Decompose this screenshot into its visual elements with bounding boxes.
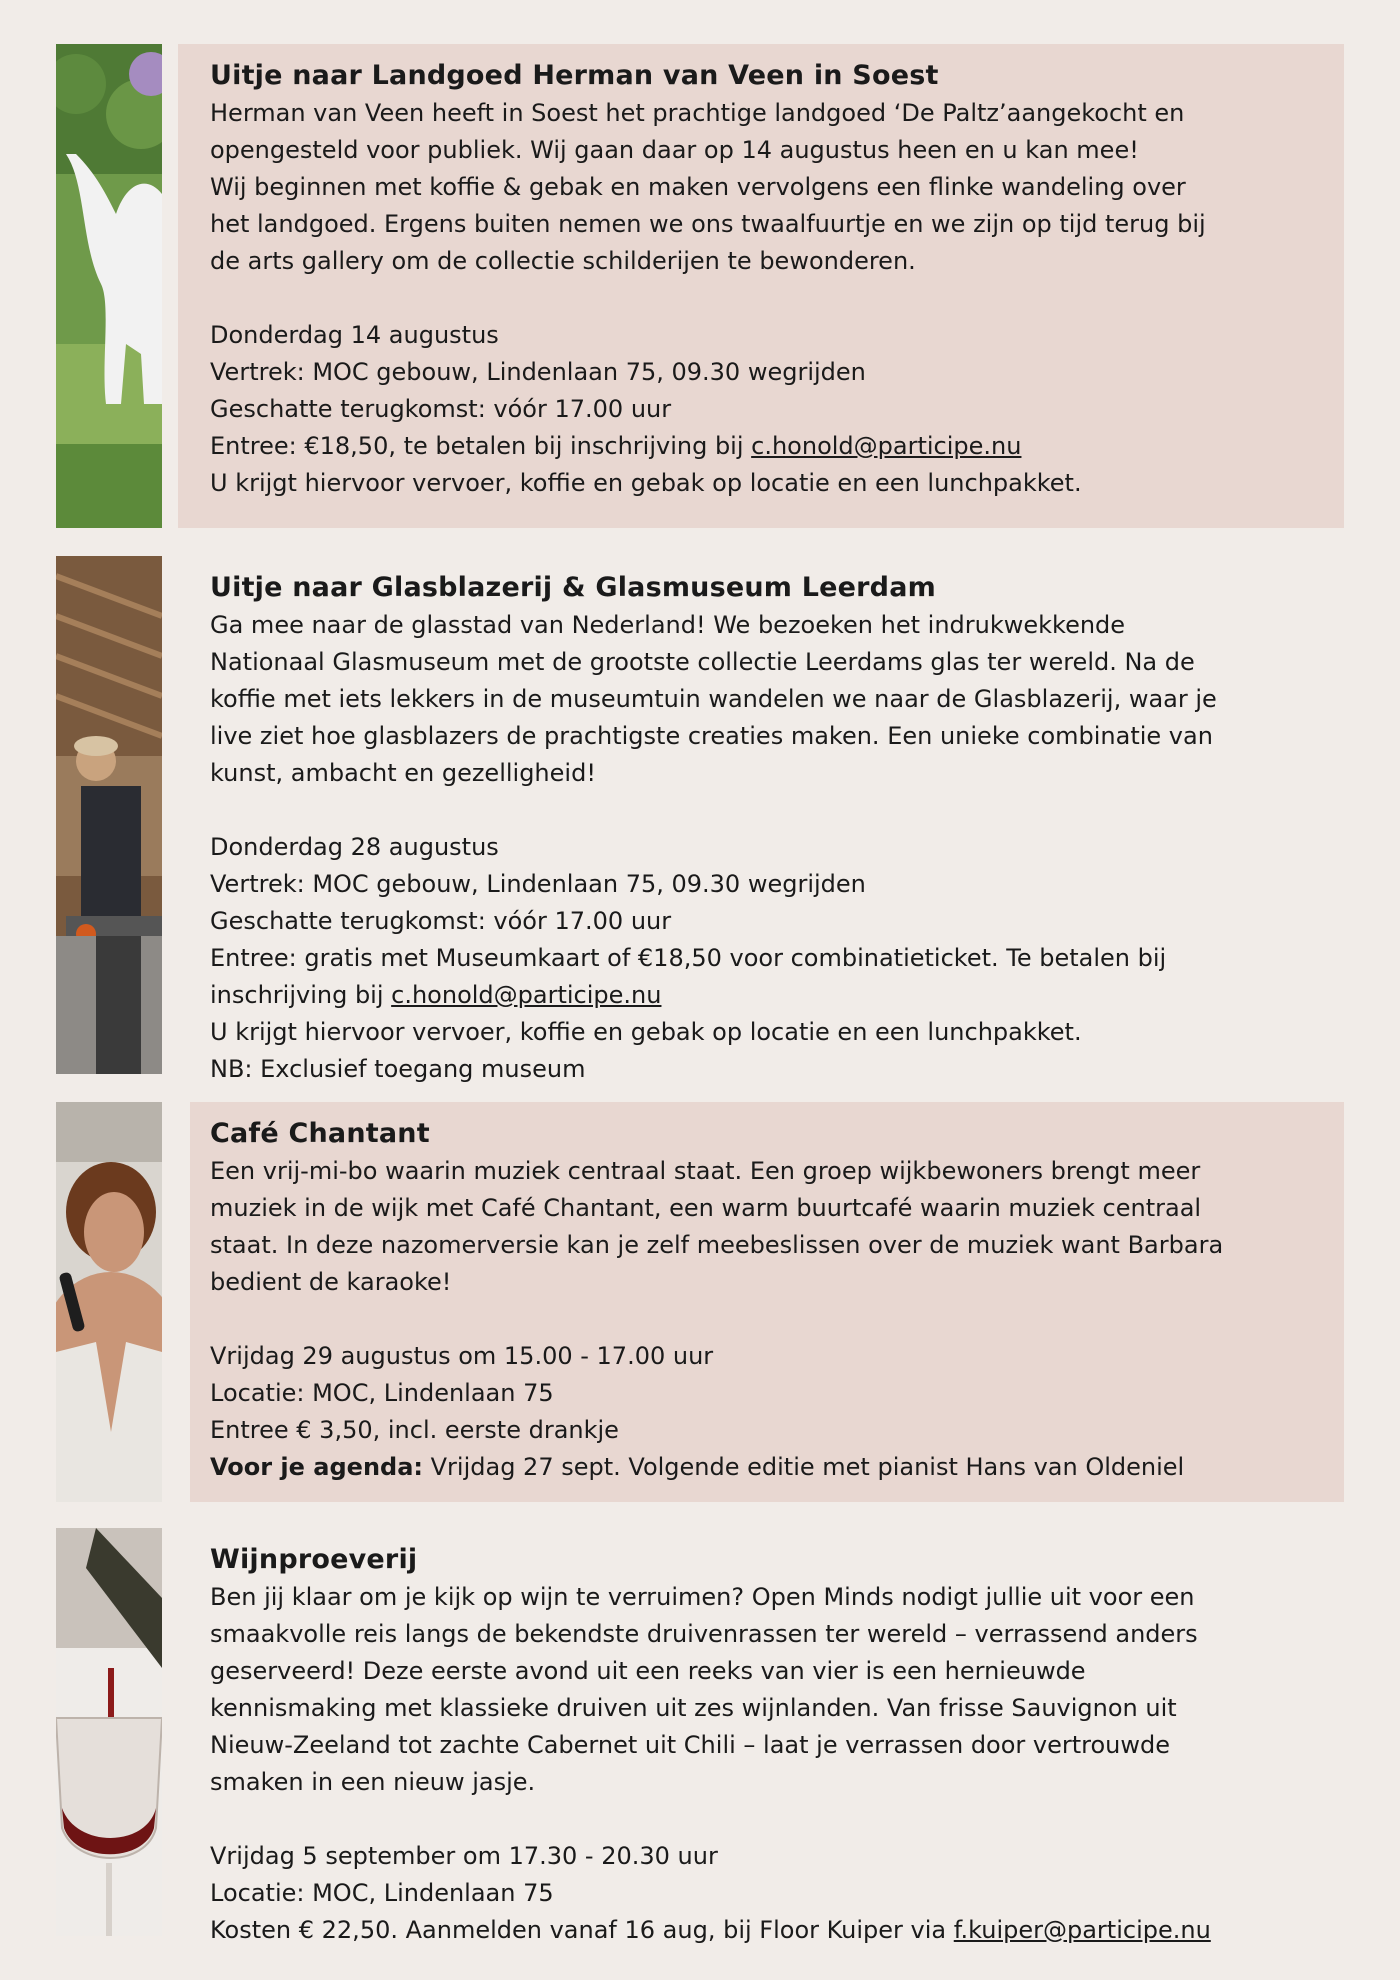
intro-line: Een vrij-mi-bo waarin muziek centraal staat. Een groep wijkbewoners brengt meer (210, 1157, 1201, 1185)
return-info: Geschatte terugkomst: vóór 17.00 uur (210, 395, 672, 423)
section-title: Uitje naar Glasblazerij & Glasmuseum Leerdam (210, 572, 936, 603)
intro-line: staat. In deze nazomerversie kan je zelf meebeslissen over de muziek want Barbara (210, 1231, 1224, 1259)
entry-info: Entree € 3,50, incl. eerste drankje (210, 1416, 619, 1444)
event-date: Donderdag 14 augustus (210, 321, 499, 349)
intro-line: Ga mee naar de glasstad van Nederland! We bezoeken het indrukwekkende (210, 611, 1126, 639)
event-date: Vrijdag 29 augustus om 15.00 - 17.00 uur (210, 1342, 714, 1370)
event-date: Donderdag 28 augustus (210, 833, 499, 861)
location-info: Locatie: MOC, Lindenlaan 75 (210, 1879, 554, 1907)
wine-pouring-photo (56, 1528, 162, 1936)
section-title: Café Chantant (210, 1118, 430, 1149)
departure-info: Vertrek: MOC gebouw, Lindenlaan 75, 09.30 wegrijden (210, 358, 866, 386)
intro-line: Wij beginnen met koffie & gebak en maken vervolgens een flinke wandeling over (210, 173, 1186, 201)
intro-line: koffie met iets lekkers in de museumtuin wandelen we naar de Glasblazerij, waar je (210, 685, 1217, 713)
cost-info: Kosten € 22,50. Aanmelden vanaf 16 aug, bij Floor Kuiper via f.kuiper@participe.nu (210, 1916, 1211, 1944)
glassblower-photo (56, 556, 162, 1074)
section-title: Uitje naar Landgoed Herman van Veen in Soest (210, 60, 939, 91)
singer-microphone-photo (56, 1102, 162, 1502)
elephant-statue-photo (56, 44, 162, 528)
email-link[interactable]: c.honold@participe.nu (751, 432, 1022, 460)
intro-line: Nationaal Glasmuseum met de grootste collectie Leerdams glas ter wereld. Na de (210, 648, 1195, 676)
email-link[interactable]: f.kuiper@participe.nu (953, 1916, 1211, 1944)
event-date: Vrijdag 5 september om 17.30 - 20.30 uur (210, 1842, 718, 1870)
intro-line: bedient de karaoke! (210, 1268, 452, 1296)
event-card-landgoed (178, 44, 1344, 528)
intro-line: de arts gallery om de collectie schilderijen te bewonderen. (210, 247, 916, 275)
event-card-wijnproeverij (178, 1528, 1344, 1944)
intro-line: Nieuw-Zeeland tot zachte Cabernet uit Chili – laat je verrassen door vertrouwde (210, 1731, 1171, 1759)
event-card-glasmuseum (178, 556, 1344, 1083)
intro-line: live ziet hoe glasblazers de prachtigste creaties maken. Een unieke combinatie van (210, 722, 1213, 750)
intro-line: kennismaking met klassieke druiven uit zes wijnlanden. Van frisse Sauvignon uit (210, 1694, 1177, 1722)
intro-line: het landgoed. Ergens buiten nemen we ons twaalfuurtje en we zijn op tijd terug bij (210, 210, 1206, 238)
intro-line: smaakvolle reis langs de bekendste druivenrassen ter wereld – verrassend anders (210, 1620, 1198, 1648)
note-info: NB: Exclusief toegang museum (210, 1055, 586, 1083)
agenda-info: Voor je agenda: Vrijdag 27 sept. Volgende editie met pianist Hans van Oldeniel (210, 1453, 1185, 1481)
intro-line: geserveerd! Deze eerste avond uit een reeks van vier is een hernieuwde (210, 1657, 1086, 1685)
intro-line: Ben jij klaar om je kijk op wijn te verruimen? Open Minds nodigt jullie uit voor een (210, 1583, 1195, 1611)
intro-line: smaken in een nieuw jasje. (210, 1768, 536, 1796)
entry-info: Entree: €18,50, te betalen bij inschrijving bij c.honold@participe.nu (210, 432, 1022, 460)
includes-info: U krijgt hiervoor vervoer, koffie en gebak op locatie en een lunchpakket. (210, 1018, 1082, 1046)
location-info: Locatie: MOC, Lindenlaan 75 (210, 1379, 554, 1407)
section-title: Wijnproeverij (210, 1544, 418, 1575)
entry-info: Entree: gratis met Museumkaart of €18,50 voor combinatieticket. Te betalen bij (210, 944, 1167, 972)
intro-line: kunst, ambacht en gezelligheid! (210, 759, 596, 787)
return-info: Geschatte terugkomst: vóór 17.00 uur (210, 907, 672, 935)
includes-info: U krijgt hiervoor vervoer, koffie en gebak op locatie en een lunchpakket. (210, 469, 1082, 497)
departure-info: Vertrek: MOC gebouw, Lindenlaan 75, 09.30 wegrijden (210, 870, 866, 898)
entry-info-cont: inschrijving bij c.honold@participe.nu (210, 981, 662, 1009)
intro-line: Herman van Veen heeft in Soest het prachtige landgoed ‘De Paltz’aangekocht en (210, 99, 1185, 127)
email-link[interactable]: c.honold@participe.nu (391, 981, 662, 1009)
intro-line: opengesteld voor publiek. Wij gaan daar op 14 augustus heen en u kan mee! (210, 136, 1139, 164)
event-card-cafe-chantant (190, 1102, 1344, 1502)
intro-line: muziek in de wijk met Café Chantant, een warm buurtcafé waarin muziek centraal (210, 1194, 1202, 1222)
